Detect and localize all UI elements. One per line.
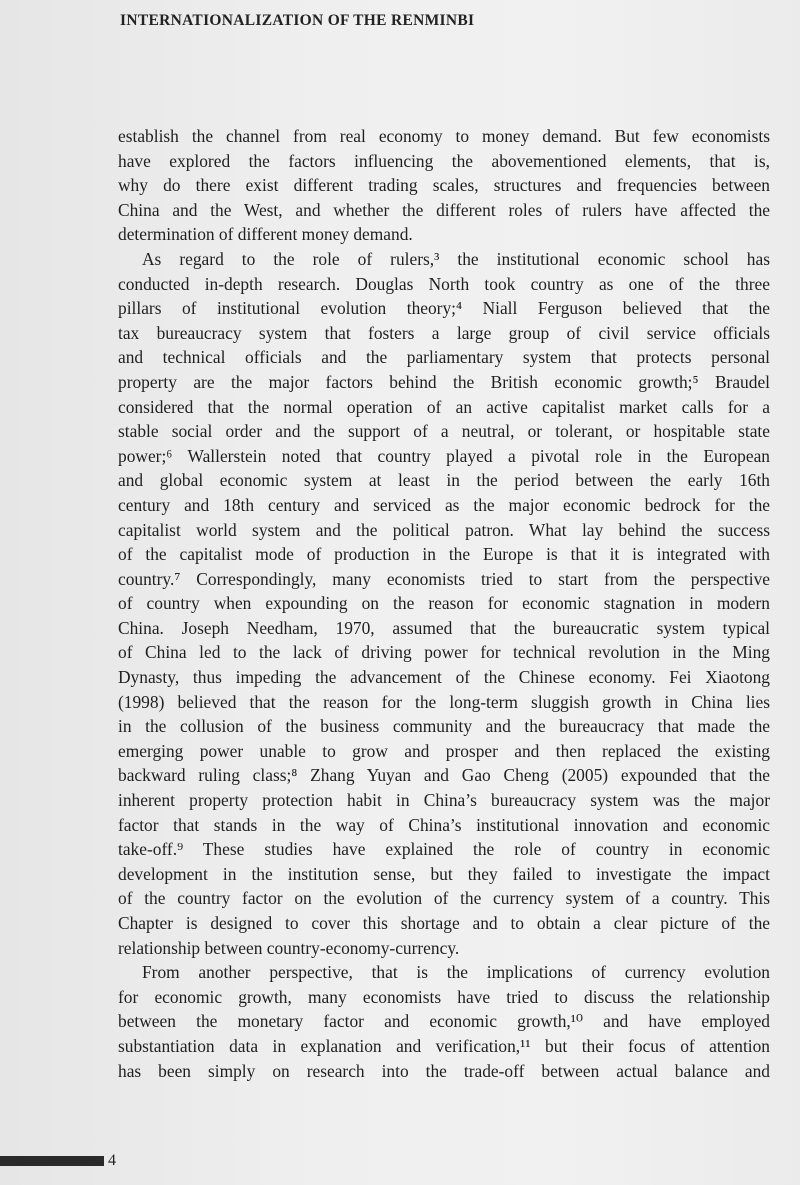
text-line: relationship between country-economy-currency.: [118, 937, 460, 958]
text-line: have explored the factors influencing the abovementioned elements, that is,: [118, 150, 770, 171]
text-line: and technical officials and the parliamentary system that protects personal: [118, 347, 770, 368]
text-line: Chapter is designed to cover this shortage and to obtain a clear picture of the: [118, 913, 770, 933]
text-line: take-off.⁹ These studies have explained the role of country in economic: [118, 839, 770, 860]
text-line: power;⁶ Wallerstein noted that country played a pivotal role in the European: [118, 445, 770, 466]
text-line: of China led to the lack of driving power for technical revolution in the Ming: [118, 642, 770, 663]
text-line: tax bureaucracy system that fosters a large group of civil service officials: [118, 322, 770, 343]
text-line: inherent property protection habit in China’s bureaucracy system was the major: [118, 790, 770, 811]
text-line: China and the West, and whether the different roles of rulers have affected the: [118, 199, 770, 220]
text-line: for economic growth, many economists have tried to discuss the relationship: [118, 986, 770, 1007]
text-line: in the collusion of the business community and the bureaucracy that made the: [118, 716, 770, 737]
text-line: conducted in-depth research. Douglas North took country as one of the three: [118, 273, 770, 294]
text-line: between the monetary factor and economic growth,¹⁰ and have employed: [118, 1011, 770, 1032]
text-line: of the capitalist mode of production in the Europe is that it is integrated with: [118, 544, 770, 565]
text-line: capitalist world system and the political patron. What lay behind the success: [118, 519, 770, 540]
text-line: From another perspective, that is the implications of currency evolution: [142, 962, 770, 983]
text-line: development in the institution sense, but they failed to investigate the impact: [118, 863, 770, 884]
text-line: As regard to the role of rulers,³ the institutional economic school has: [142, 248, 770, 269]
text-line: stable social order and the support of a neutral, or tolerant, or hospitable state: [118, 421, 770, 442]
text-line: substantiation data in explanation and verification,¹¹ but their focus of attention: [118, 1035, 770, 1056]
text-line: considered that the normal operation of an active capitalist market calls for a: [118, 396, 770, 417]
text-line: factor that stands in the way of China’s institutional innovation and economic: [118, 814, 770, 835]
running-head: INTERNATIONALIZATION OF THE RENMINBI: [120, 12, 475, 29]
page-number: 4: [108, 1152, 116, 1169]
body-text: [118, 124, 770, 1083]
text-line: and global economic system at least in the period between the early 16th: [118, 470, 770, 491]
text-line: Dynasty, thus impeding the advancement of the Chinese economy. Fei Xiaotong: [118, 667, 770, 688]
text-line: has been simply on research into the trade-off between actual balance and: [118, 1060, 770, 1081]
text-line: establish the channel from real economy to money demand. But few economists: [118, 126, 770, 146]
text-line: determination of different money demand.: [118, 224, 413, 245]
text-line: emerging power unable to grow and prosper and then replaced the existing: [118, 740, 770, 761]
text-line: pillars of institutional evolution theory;⁴ Niall Ferguson believed that the: [118, 298, 770, 319]
text-line: country.⁷ Correspondingly, many economists tried to start from the perspective: [118, 568, 770, 589]
text-line: property are the major factors behind the British economic growth;⁵ Braudel: [118, 371, 770, 392]
footer-rule: [0, 1156, 104, 1166]
text-line: why do there exist different trading scales, structures and frequencies between: [118, 175, 770, 196]
text-line: of the country factor on the evolution of the currency system of a country. This: [118, 888, 770, 909]
text-line: of country when expounding on the reason for economic stagnation in modern: [118, 593, 770, 614]
text-line: backward ruling class;⁸ Zhang Yuyan and Gao Cheng (2005) expounded that the: [118, 765, 770, 786]
text-line: China. Joseph Needham, 1970, assumed that the bureaucratic system typical: [118, 617, 770, 638]
text-line: (1998) believed that the reason for the long-term sluggish growth in China lies: [118, 691, 770, 712]
text-line: century and 18th century and serviced as the major economic bedrock for the: [118, 494, 770, 515]
